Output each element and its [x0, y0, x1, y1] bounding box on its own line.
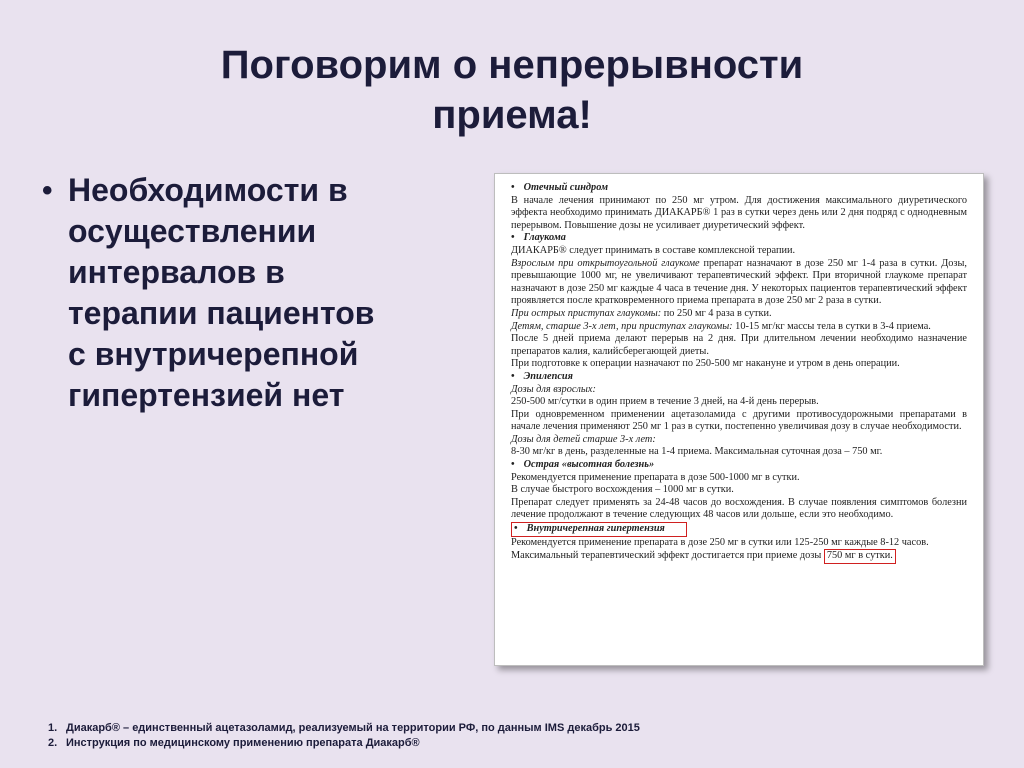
- bullet-icon: •: [42, 174, 53, 207]
- doc-paragraph: ДИАКАРБ® следует принимать в составе комплексной терапии.: [511, 244, 796, 256]
- doc-paragraph: [511, 308, 967, 321]
- bullet-line: с внутричерепной: [68, 336, 359, 372]
- doc-italic: При острых приступах глаукомы:: [511, 307, 662, 319]
- doc-paragraph: 250-500 мг/сутки в один прием в течение 3 дней, на 4-й день перерыв.: [511, 396, 819, 408]
- highlight-box-heading: • Внутричерепная гипертензия: [511, 522, 687, 537]
- bullet-line: терапии пациентов: [68, 295, 375, 331]
- doc-paragraph: Дозы для взрослых:: [511, 383, 596, 395]
- section-heading-intracranial: [511, 522, 967, 537]
- doc-text: препарат назначают в дозе 250 мг 1-4 раза в сутки. Дозы, превышающие 1000 мг, не увеличивают терапевтический эффект. При вторичной глаукоме препарат назначают в дозе 250 мг каждые 4 часа в течение дня. У некоторых пациентов терапевтический эффект проявляется после кратковременного приема препарата в дозе 250 мг 2 раза в сутки.: [511, 257, 967, 307]
- slide-title: [0, 40, 1024, 140]
- section-heading-altitude: • Острая «высотная болезнь»: [511, 459, 967, 472]
- doc-italic: Взрослым при открытоугольной глаукоме: [511, 257, 700, 269]
- doc-paragraph: Препарат следует применять за 24-48 часов до восхождения. В случае появления симптомов болезни лечение продолжают в течение следующих 48 часов или дольше, если это необходимо.: [511, 496, 967, 521]
- doc-paragraph: 8-30 мг/кг в день, разделенные на 1-4 приема. Максимальная суточная доза – 750 мг.: [511, 446, 883, 458]
- footnotes: [48, 721, 1008, 751]
- doc-text: 10-15 мг/кг массы тела в сутки в 3-4 приема.: [732, 320, 931, 332]
- footnote: [48, 736, 1008, 751]
- main-bullet: [40, 170, 460, 416]
- section-heading-edema: • Отечный синдром: [511, 182, 967, 195]
- bullet-line: осуществлении: [68, 213, 317, 249]
- doc-paragraph: Рекомендуется применение препарата в дозе 500-1000 мг в сутки.: [511, 471, 800, 483]
- doc-paragraph: В случае быстрого восхождения – 1000 мг в сутки.: [511, 484, 734, 496]
- bullet-line: интервалов в: [68, 254, 285, 290]
- doc-paragraph: [511, 321, 967, 334]
- footnote-number: 1.: [48, 722, 58, 734]
- footnote: [48, 721, 1008, 736]
- footnote-number: 2.: [48, 737, 58, 749]
- instruction-excerpt: [494, 173, 984, 666]
- section-heading-epilepsy: • Эпилепсия: [511, 371, 967, 384]
- doc-paragraph: Рекомендуется применение препарата в дозе 250 мг в сутки или 125-250 мг каждые 8-12 часов.: [511, 536, 929, 548]
- doc-paragraph: При подготовке к операции назначают по 250-500 мг накануне и утром в день операции.: [511, 358, 900, 370]
- footnote-text: Инструкция по медицинскому применению препарата Диакарб®: [66, 737, 420, 749]
- highlight-box-dose: 750 мг в сутки.: [824, 549, 896, 564]
- bullet-text: [68, 170, 460, 416]
- doc-paragraph: В начале лечения принимают по 250 мг утром. Для достижения максимального диуретического эффекта необходимо принимать ДИАКАРБ® 1 раз в сутки через день или 2 дня подряд с однодневным перерывом. Повышение дозы не усиливает диуретический эффект.: [511, 194, 967, 231]
- footnote-text: Диакарб® – единственный ацетазоламид, реализуемый на территории РФ, по данным IMS декабрь 2015: [66, 722, 640, 734]
- doc-italic: Детям, старше 3-х лет, при приступах глаукомы:: [511, 320, 733, 332]
- section-heading-glaucoma: • Глаукома: [511, 232, 967, 245]
- slide-title-line-2: приема!: [432, 93, 592, 137]
- bullet-line: Необходимости в: [68, 172, 348, 208]
- doc-paragraph: [511, 258, 967, 308]
- doc-text: по 250 мг 4 раза в сутки.: [661, 307, 772, 319]
- doc-text: Максимальный терапевтический эффект достигается при приеме дозы: [511, 550, 824, 562]
- bullet-line: гипертензией нет: [68, 377, 345, 413]
- doc-paragraph: При одновременном применении ацетазоламида с другими противосудорожными препаратами в начале лечения применяют 250 мг 1 раз в сутки, постепенно увеличивая дозу в случае необходимости.: [511, 408, 967, 433]
- doc-paragraph: [511, 549, 967, 564]
- slide-title-line-1: Поговорим о непрерывности: [220, 43, 804, 87]
- doc-paragraph: После 5 дней приема делают перерыв на 2 дня. При длительном лечении необходимо назначение препаратов калия, калийсберегающей диеты.: [511, 333, 967, 357]
- doc-paragraph: Дозы для детей старше 3-х лет:: [511, 433, 656, 445]
